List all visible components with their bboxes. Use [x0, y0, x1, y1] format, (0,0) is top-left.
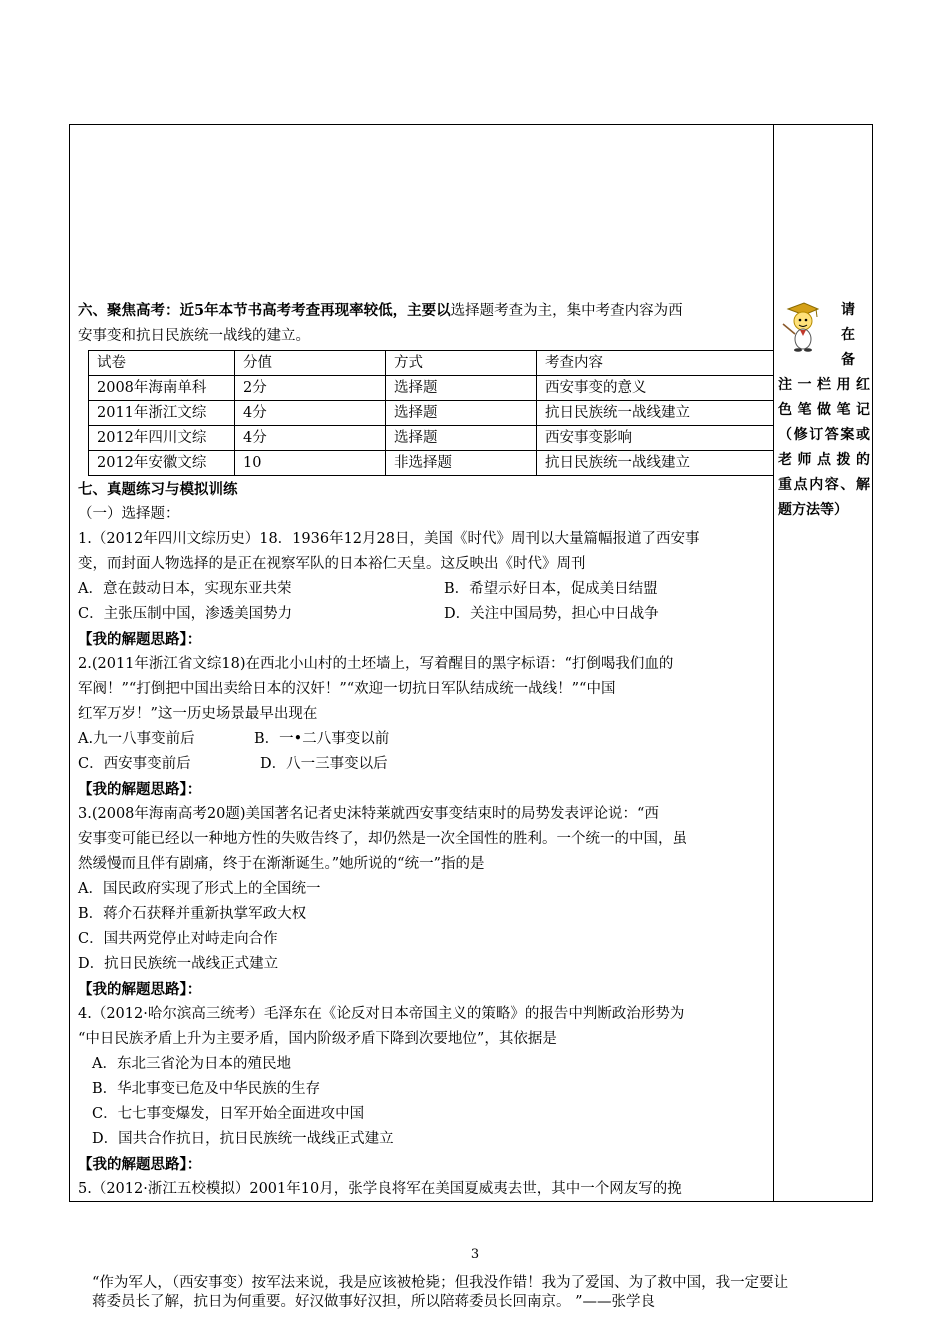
- table-cell: 非选择题: [386, 451, 537, 476]
- section6-paragraph: [78, 298, 770, 324]
- table-cell: 10: [235, 451, 386, 476]
- q2-options-cd: [78, 752, 770, 777]
- q1-option-d: D．关注中国局势，担心中日战争: [444, 606, 659, 622]
- q3-option-c: C．国共两党停止对峙走向合作: [78, 931, 278, 947]
- table-cell: 2012年安徽文综: [89, 451, 235, 476]
- notes-column-divider: [773, 124, 774, 1202]
- table-cell: 西安事变影响: [537, 426, 774, 451]
- table-cell: 选择题: [386, 401, 537, 426]
- exam-table: [88, 350, 774, 476]
- notes-line: 老师点拨的: [778, 452, 870, 468]
- notes-line: 在: [841, 327, 855, 343]
- table-cell: 4分: [235, 426, 386, 451]
- q3-option-b: B．蒋介石获释并重新执掌军政大权: [78, 906, 307, 922]
- q5-stem-1: 5.（2012·浙江五校模拟）2001年10月，张学良将军在美国夏威夷去世，其中一个网友写的挽: [78, 1181, 682, 1197]
- q2-option-d: D．八一三事变以后: [260, 756, 388, 772]
- table-row: [89, 451, 774, 476]
- q2-stem-3: 红军万岁！”这一历史场景最早出现在: [78, 706, 318, 722]
- teacher-mascot-icon: [780, 300, 820, 352]
- table-row: [89, 401, 774, 426]
- table-row: [89, 376, 774, 401]
- table-cell: 选择题: [386, 376, 537, 401]
- q3-stem-3: 然缓慢而且伴有剧痛，终于在渐渐诞生。”她所说的“统一”指的是: [78, 856, 485, 872]
- thinking-label: 【我的解题思路】：: [78, 631, 202, 648]
- q2-option-c: C．西安事变前后: [78, 756, 191, 772]
- q4-option-a: A．东北三省沦为日本的殖民地: [92, 1056, 291, 1072]
- notes-line: 请: [841, 302, 855, 318]
- q1-stem-2: 变，而封面人物选择的是正在视察军队的日本裕仁天皇。这反映出《时代》周刊: [78, 556, 586, 572]
- table-header: 分值: [235, 351, 386, 376]
- table-cell: 4分: [235, 401, 386, 426]
- table-header: 考查内容: [537, 351, 774, 376]
- notes-line: 备: [841, 352, 855, 368]
- table-cell: 抗日民族统一战线建立: [537, 401, 774, 426]
- section6-title: 六、聚焦高考：近5年本节书高考考查再现率较低，主要以: [78, 302, 451, 319]
- table-cell: 抗日民族统一战线建立: [537, 451, 774, 476]
- table-header: 试卷: [89, 351, 235, 376]
- q2-stem-2: 军阀！”“打倒把中国出卖给日本的汉奸！”“欢迎一切抗日军队结成统一战线！”“中国: [78, 681, 616, 697]
- section7-title: 七、真题练习与模拟训练: [78, 481, 238, 498]
- q1-option-a: A．意在鼓动日本，实现东亚共荣: [78, 581, 292, 597]
- footer-quote-line: 蒋委员长了解，抗日为何重要。好汉做事好汉担，所以陪蒋委员长回南京。 ”——张学良: [92, 1294, 656, 1310]
- q3-stem-1: 3.(2008年海南高考20题)美国著名记者史沫特莱就西安事变结束时的局势发表评论说：“西: [78, 806, 659, 822]
- q4-option-c: C．七七事变爆发，日军开始全面进攻中国: [92, 1106, 365, 1122]
- notes-line: 色笔做笔记: [778, 402, 870, 418]
- section6-text-2: 安事变和抗日民族统一战线的建立。: [78, 328, 310, 344]
- notes-line: 注一栏用红: [778, 377, 870, 393]
- thinking-label: 【我的解题思路】：: [78, 981, 202, 998]
- q2-options-ab: [78, 727, 770, 752]
- q1-stem-1: 1.（2012年四川文综历史）18．1936年12月28日，美国《时代》周刊以大量篇幅报道了西安事: [78, 531, 700, 547]
- q4-option-d: D．国共合作抗日，抗日民族统一战线正式建立: [92, 1131, 394, 1147]
- table-row: [89, 426, 774, 451]
- notes-line: （修订答案或: [778, 427, 870, 443]
- table-cell: 2012年四川文综: [89, 426, 235, 451]
- q3-option-d: D．抗日民族统一战线正式建立: [78, 956, 279, 972]
- table-cell: 2008年海南单科: [89, 376, 235, 401]
- table-cell: 2011年浙江文综: [89, 401, 235, 426]
- q4-option-b: B．华北事变已危及中华民族的生存: [92, 1081, 321, 1097]
- q2-option-b: B．一•二八事变以前: [254, 731, 390, 747]
- q2-option-a: A.九一八事变前后: [78, 731, 195, 747]
- q1-option-c: C．主张压制中国，渗透美国势力: [78, 606, 293, 622]
- q1-options-ab: [78, 577, 770, 602]
- thinking-label: 【我的解题思路】：: [78, 781, 202, 798]
- table-header-row: [89, 351, 774, 376]
- table-header: 方式: [386, 351, 537, 376]
- q1-options-cd: [78, 602, 770, 627]
- footer-quote: [92, 1274, 872, 1312]
- q4-stem-1: 4.（2012·哈尔滨高三统考）毛泽东在《论反对日本帝国主义的策略》的报告中判断政治形势为: [78, 1006, 685, 1022]
- q3-option-a: A．国民政府实现了形式上的全国统一: [78, 881, 321, 897]
- notes-line: 题方法等）: [778, 502, 848, 518]
- footer-quote-line: “作为军人，（西安事变）按军法来说，我是应该被枪毙；但我没作错！我为了爱国、为了救中国，我一定要让: [92, 1275, 789, 1291]
- q3-stem-2: 安事变可能已经以一种地方性的失败告终了，却仍然是一次全国性的胜利。一个统一的中国，虽: [78, 831, 687, 847]
- table-cell: 选择题: [386, 426, 537, 451]
- main-content: [78, 298, 770, 1202]
- q4-stem-2: “中日民族矛盾上升为主要矛盾，国内阶级矛盾下降到次要地位”，其依据是: [78, 1031, 557, 1047]
- thinking-label: 【我的解题思路】：: [78, 1156, 202, 1173]
- table-cell: 西安事变的意义: [537, 376, 774, 401]
- section6-text-1: 选择题考查为主，集中考查内容为西: [450, 303, 683, 319]
- notes-sidebar: [778, 298, 870, 523]
- page-number: 3: [470, 1247, 480, 1262]
- notes-line: 重点内容、解: [778, 477, 870, 493]
- section7-subtitle: （一）选择题：: [78, 506, 180, 522]
- q2-stem-1: 2.(2011年浙江省文综18)在西北小山村的土坯墙上，写着醒目的黑字标语：“打倒喝我们血的: [78, 656, 674, 672]
- table-cell: 2分: [235, 376, 386, 401]
- q1-option-b: B．希望示好日本，促成美日结盟: [444, 581, 658, 597]
